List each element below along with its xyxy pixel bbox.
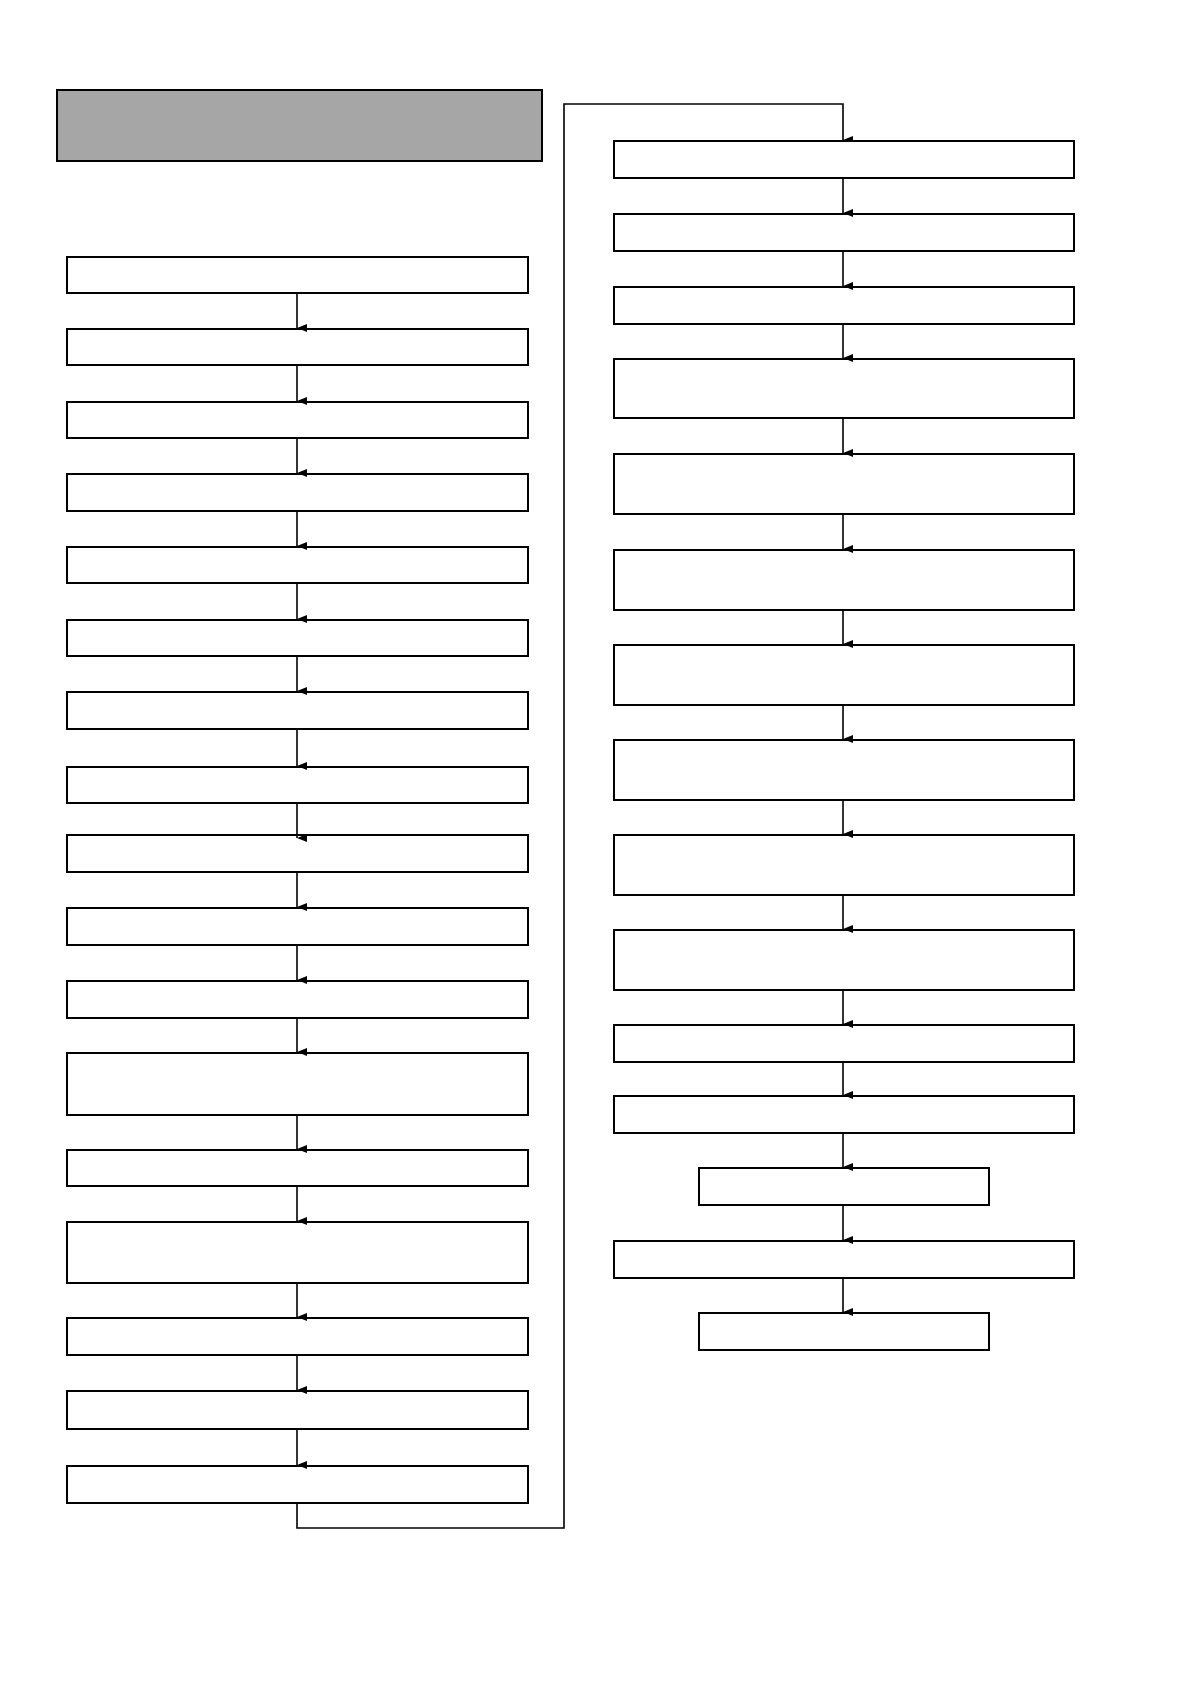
left-step-1	[67, 257, 528, 293]
right-step-14	[614, 1241, 1074, 1278]
right-step-13	[699, 1168, 989, 1205]
right-step-3	[614, 287, 1074, 324]
header-box	[57, 90, 542, 161]
right-step-7	[614, 645, 1074, 705]
left-step-16	[67, 1391, 528, 1429]
right-step-11	[614, 1025, 1074, 1062]
right-column	[614, 141, 1074, 1350]
left-step-17	[67, 1466, 528, 1503]
left-step-10	[67, 908, 528, 945]
right-step-2	[614, 214, 1074, 251]
left-step-12	[67, 1053, 528, 1115]
right-step-12	[614, 1096, 1074, 1133]
left-step-2	[67, 329, 528, 365]
left-step-5	[67, 547, 528, 583]
right-step-1	[614, 141, 1074, 178]
left-step-3	[67, 402, 528, 438]
left-step-15	[67, 1318, 528, 1355]
right-step-5	[614, 454, 1074, 514]
right-step-9	[614, 835, 1074, 895]
left-step-13	[67, 1150, 528, 1186]
left-step-6	[67, 620, 528, 656]
left-step-14	[67, 1222, 528, 1283]
right-step-4	[614, 359, 1074, 418]
left-step-8	[67, 767, 528, 803]
right-step-8	[614, 740, 1074, 800]
right-step-15	[699, 1313, 989, 1350]
left-step-9	[67, 835, 528, 872]
right-step-10	[614, 930, 1074, 990]
left-step-7	[67, 692, 528, 729]
left-step-11	[67, 981, 528, 1018]
left-step-4	[67, 474, 528, 511]
right-step-6	[614, 550, 1074, 610]
